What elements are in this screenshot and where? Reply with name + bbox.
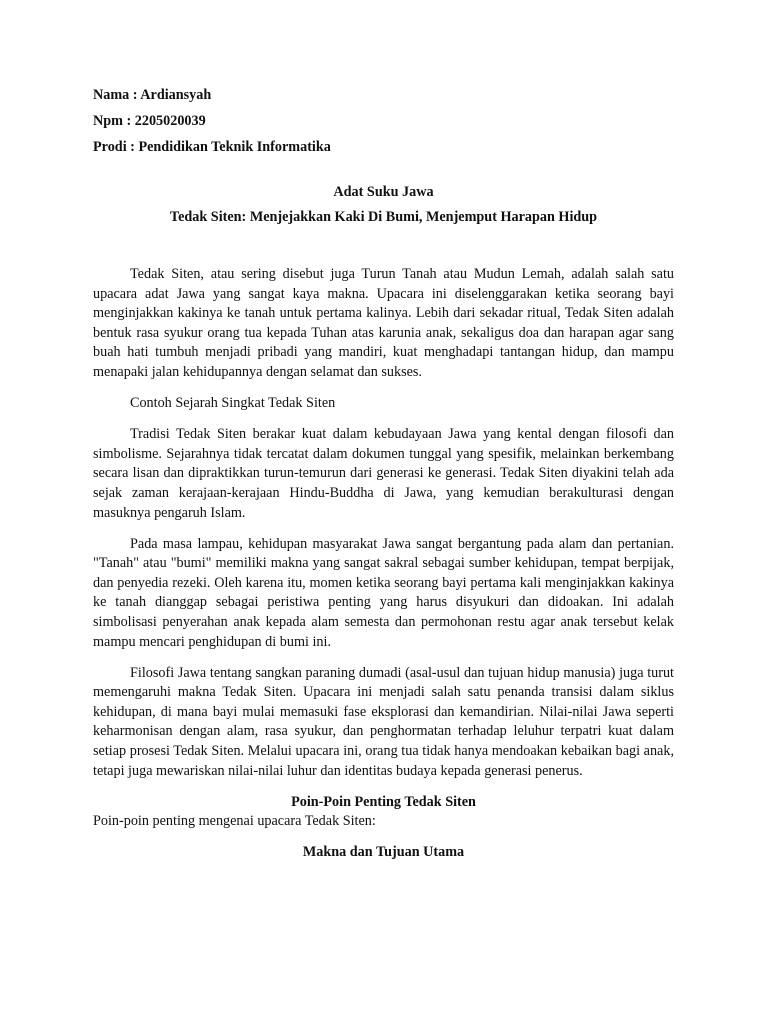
history-paragraph-3: Filosofi Jawa tentang sangkan paraning dumadi (asal-usul dan tujuan hidup manusia) juga turut memengaruhi makna Tedak Siten. Upacara ini menjadi salah satu penanda transisi dalam siklus kehidupan, di mana bayi mulai memasuki fase eksplorasi dan kemandirian. Nilai-nilai Jawa seperti keharmonisan dengan alam, rasa syukur, dan penghormatan terhadap leluhur terpatri kuat dalam setiap prosesi Tedak Siten. Melalui upacara ini, orang tua tidak hanya mendoakan kebaikan bagi anak, tetapi juga mewariskan nilai-nilai luhur dan identitas budaya kepada generasi penerus. — [93, 664, 674, 779]
history-paragraph-2: Pada masa lampau, kehidupan masyarakat Jawa sangat bergantung pada alam dan pertanian. "Tanah" atau "bumi" memiliki makna yang sangat sakral sebagai sumber kehidupan, tempat berpijak, dan penyedia rezeki. Oleh karena itu, momen ketika seorang bayi pertama kali menginjakkan kakinya ke tanah dianggap sebagai peristiwa penting yang harus disyukuri dan didoakan. Ini adalah simbolisasi penyerahan anak kepada alam semesta dan permohonan restu agar anak tersebut kelak mampu mencari penghidupan di bumi ini. — [93, 535, 674, 650]
history-paragraph-1: Tradisi Tedak Siten berakar kuat dalam kebudayaan Jawa yang kental dengan filosofi dan simbolisme. Sejarahnya tidak tercatat dalam dokumen tunggal yang spesifik, melainkan berkembang secara lisan dan dipraktikkan turun-temurun dari generasi ke generasi. Tedak Siten diyakini telah ada sejak zaman kerajaan-kerajaan Hindu-Buddha di Jawa, yang kemudian berakulturasi dengan masuknya pengaruh Islam. — [93, 426, 674, 521]
student-name: Nama : Ardiansyah — [93, 87, 212, 103]
intro-paragraph: Tedak Siten, atau sering disebut juga Turun Tanah atau Mudun Lemah, adalah salah satu upacara adat Jawa yang sangat kaya makna. Upacara ini diselenggarakan ketika seorang bayi menginjakkan kakinya ke tanah untuk pertama kalinya. Lebih dari sekadar ritual, Tedak Siten adalah bentuk rasa syukur orang tua kepada Tuhan atas karunia anak, sekaligus doa dan harapan agar sang buah hati tumbuh menjadi pribadi yang mandiri, kuat menghadapi tantangan hidup, dan mampu menapaki jalan kehidupannya dengan selamat dan sukses. — [93, 265, 674, 380]
meaning-heading: Makna dan Tujuan Utama — [302, 844, 465, 861]
student-prodi: Prodi : Pendidikan Teknik Informatika — [93, 139, 331, 156]
points-heading: Poin-Poin Penting Tedak Siten — [291, 793, 476, 810]
student-npm: Npm : 2205020039 — [93, 113, 206, 130]
history-heading: Contoh Sejarah Singkat Tedak Siten — [130, 395, 336, 412]
document-page — [93, 86, 674, 863]
points-intro: Poin-poin penting mengenai upacara Tedak Siten: — [93, 813, 376, 830]
document-title: Adat Suku Jawa — [333, 183, 434, 200]
document-subtitle: Tedak Siten: Menjejakkan Kaki Di Bumi, Menjemput Harapan Hidup — [169, 209, 598, 226]
